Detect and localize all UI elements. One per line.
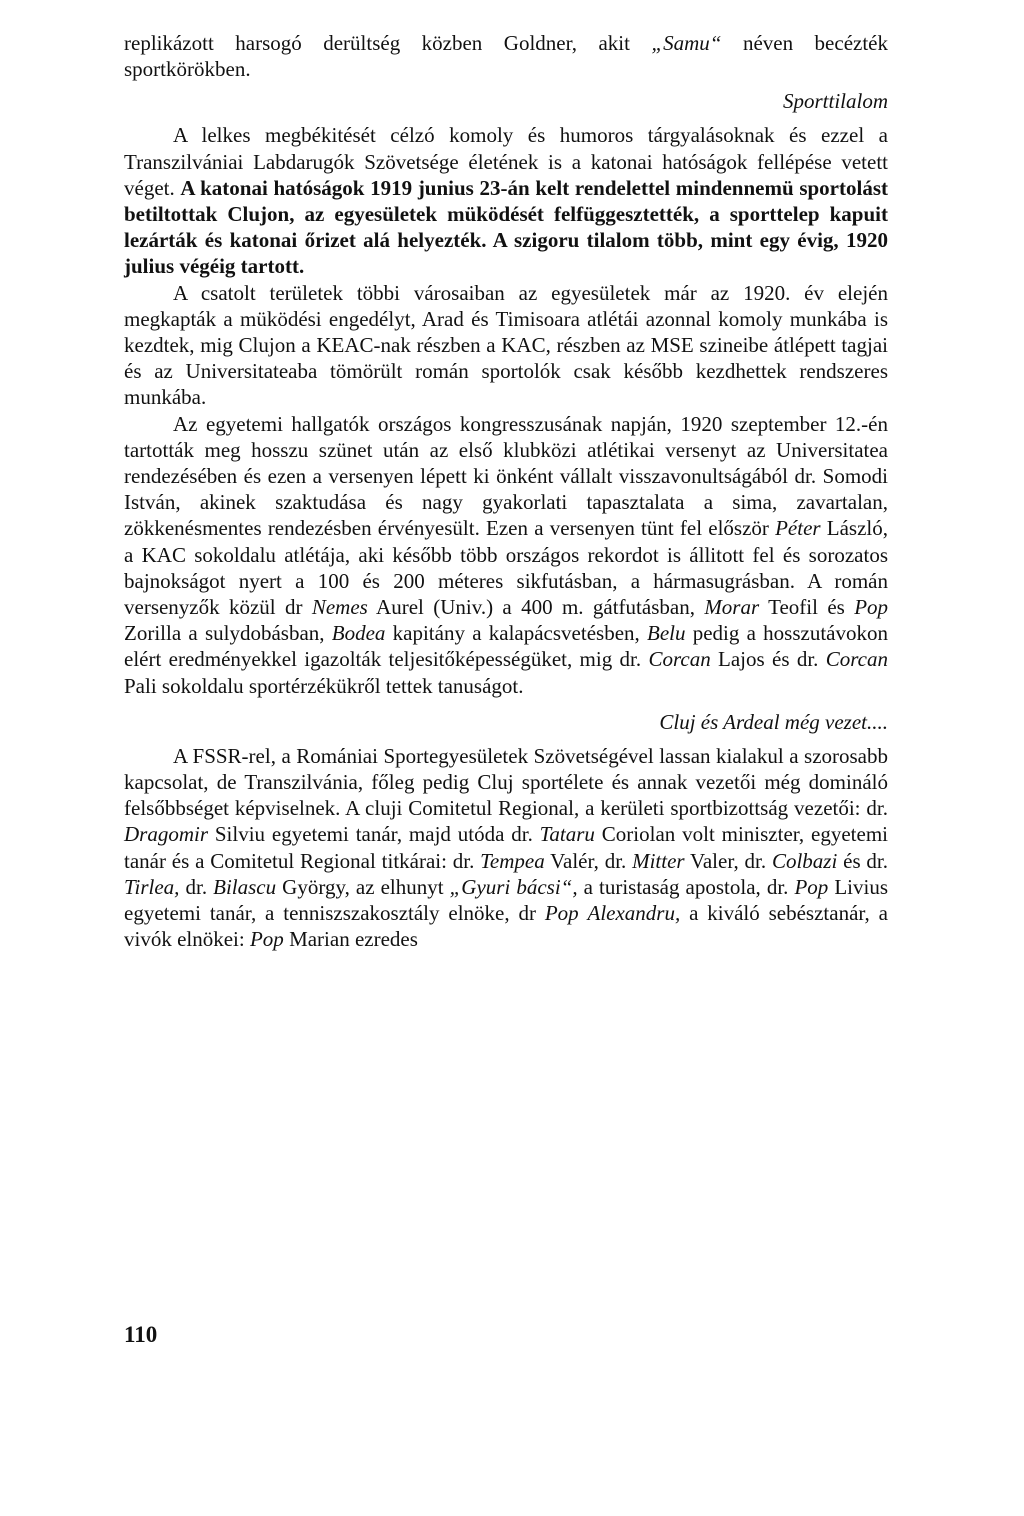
text-run: A csatolt területek többi városaiban az egyesületek már az 1920. év elején megkapták a müködési engedélyt, Arad és Timisoara atlétái azonnal komoly munkába is kezdtek, mig Clujon a KEAC-nak részben a KAC, részben az MSE szineibe átlépett tagjai és az Universitateaba tömörült román sportolók csak később kezdhettek rendszeres munkába.: [124, 280, 888, 410]
text-run: Teofil és: [759, 595, 855, 620]
italic-text-run: Bilascu: [213, 874, 277, 899]
text-run: A lelkes megbékitését célzó komoly és humoros tárgyalásoknak és ezzel a Transzilvániai Labdarugók Szövetsége életének is a katonai hatóságok fellépése vetett véget.: [124, 123, 888, 200]
page-number: 110: [124, 1322, 158, 1347]
body-paragraph: [124, 280, 888, 411]
text-run: Valer, dr.: [684, 848, 772, 873]
italic-text-run: Belu: [647, 621, 686, 646]
italic-text-run: Nemes: [311, 595, 368, 620]
section-heading: Cluj és Ardeal még vezet....: [659, 709, 888, 734]
italic-text-run: Dragomir: [124, 822, 209, 847]
text-run: pedig a hosszutávokon elért eredményekkel igazolták teljesitőképességüket, mig dr.: [124, 621, 888, 672]
italic-text-run: Colbazi: [771, 848, 838, 873]
italic-text-run: Péter: [775, 516, 821, 541]
text-run: kapitány a kalapácsvetésben,: [385, 621, 647, 646]
text-run: a kiváló sebésztanár, a vivók elnökei:: [124, 901, 888, 952]
text-run: Lajos és dr.: [710, 647, 826, 672]
italic-text-run: Bodea: [331, 621, 386, 646]
italic-text-run: Pop: [544, 901, 579, 926]
text-run: A FSSR-rel, a Romániai Sportegyesületek Szövetségével lassan kialakul a szorosabb kapcsolat, de Transzilvánia, főleg pedig Cluj sportélete és annak vezetői még domináló felsőbbséget képviselnek. A cluji Comitetul Regional, a kerületi sportbizottság vezetői: dr.: [124, 743, 888, 821]
italic-text-run: Tempea: [480, 848, 545, 873]
body-paragraph: [124, 743, 888, 953]
italic-text-run: Tirlea,: [124, 874, 180, 899]
page-body-text: [124, 30, 888, 953]
text-run: Zorilla a sulydobásban,: [124, 621, 332, 646]
text-run: Coriolan volt miniszter, egyetemi tanár és a Comitetul Regional titkárai: dr.: [124, 822, 888, 873]
italic-text-run: Pop: [794, 874, 829, 899]
body-paragraph: [124, 122, 888, 279]
text-run: Silviu egyetemi tanár, majd utóda dr.: [208, 822, 540, 847]
italic-text-run: Corcan: [648, 647, 711, 672]
text-run: néven becézték sportkörökben.: [124, 31, 888, 82]
text-run: a turistaság apostola, dr.: [577, 874, 795, 899]
italic-text-run: Tataru: [539, 822, 595, 847]
italic-text-run: Pop: [249, 927, 284, 952]
text-run: Livius egyetemi tanár, a tenniszszakosztály elnöke, dr: [124, 874, 888, 926]
text-run: Valér, dr.: [544, 848, 633, 873]
text-run: [579, 901, 588, 925]
italic-text-run: Corcan: [825, 647, 888, 672]
text-run: replikázott harsogó derültség közben Goldner, akit: [124, 31, 652, 55]
italic-text-run: „Gyuri bácsi“,: [449, 874, 578, 899]
italic-text-run: Mitter: [632, 848, 685, 873]
italic-text-run: Alexandru,: [587, 901, 681, 926]
italic-text-run: „Samu“: [651, 31, 722, 55]
section-heading: Sporttilalom: [782, 89, 888, 114]
text-run: Aurel (Univ.) a 400 m. gátfutásban,: [367, 595, 705, 620]
text-run: László, a KAC sokoldalu atlétája, aki később több országos rekordot is állitott fel és sorozatos bajnokságot nyert a 100 és 200 méteres sikfutásban, a hármasugrásban. A román versenyzők közül dr: [124, 516, 889, 620]
book-page: [124, 30, 888, 953]
body-paragraph: [124, 411, 888, 699]
text-run: Az egyetemi hallgatók országos kongresszusának napján, 1920 szeptember 12.-én tartották meg hosszu szünet után az első klubközi atlétikai versenyt az Universitatea rendezésében és ezen a versenyen lépett ki önként vállalt visszavonultságából dr. Somodi István, akinek szaktudása és nagy gyakorlati tapasztalata a sima, zavartalan, zökkenésmentes rendezésben érvényesült. Ezen a versenyen tünt fel először: [124, 411, 888, 541]
bold-text-run: A katonai hatóságok 1919 junius 23-án kelt rendelettel mindennemü sportolást betiltottak Clujon, az egyesületek müködését felfüggesztették, a sporttelep kapuit lezárták és katonai őrizet alá helyezték. A szigoru tilalom több, mint egy évig, 1920 julius végéig tartott.: [124, 175, 888, 279]
body-paragraph: [124, 30, 888, 82]
text-run: és dr.: [837, 848, 889, 873]
text-run: Pali sokoldalu sportérzékükről tettek tanuságot.: [124, 673, 524, 698]
text-run: dr.: [179, 874, 214, 899]
text-run: György, az elhunyt: [276, 874, 450, 899]
italic-text-run: Morar: [704, 595, 760, 620]
italic-text-run: Pop: [854, 595, 889, 620]
text-run: Marian ezredes: [283, 927, 418, 952]
